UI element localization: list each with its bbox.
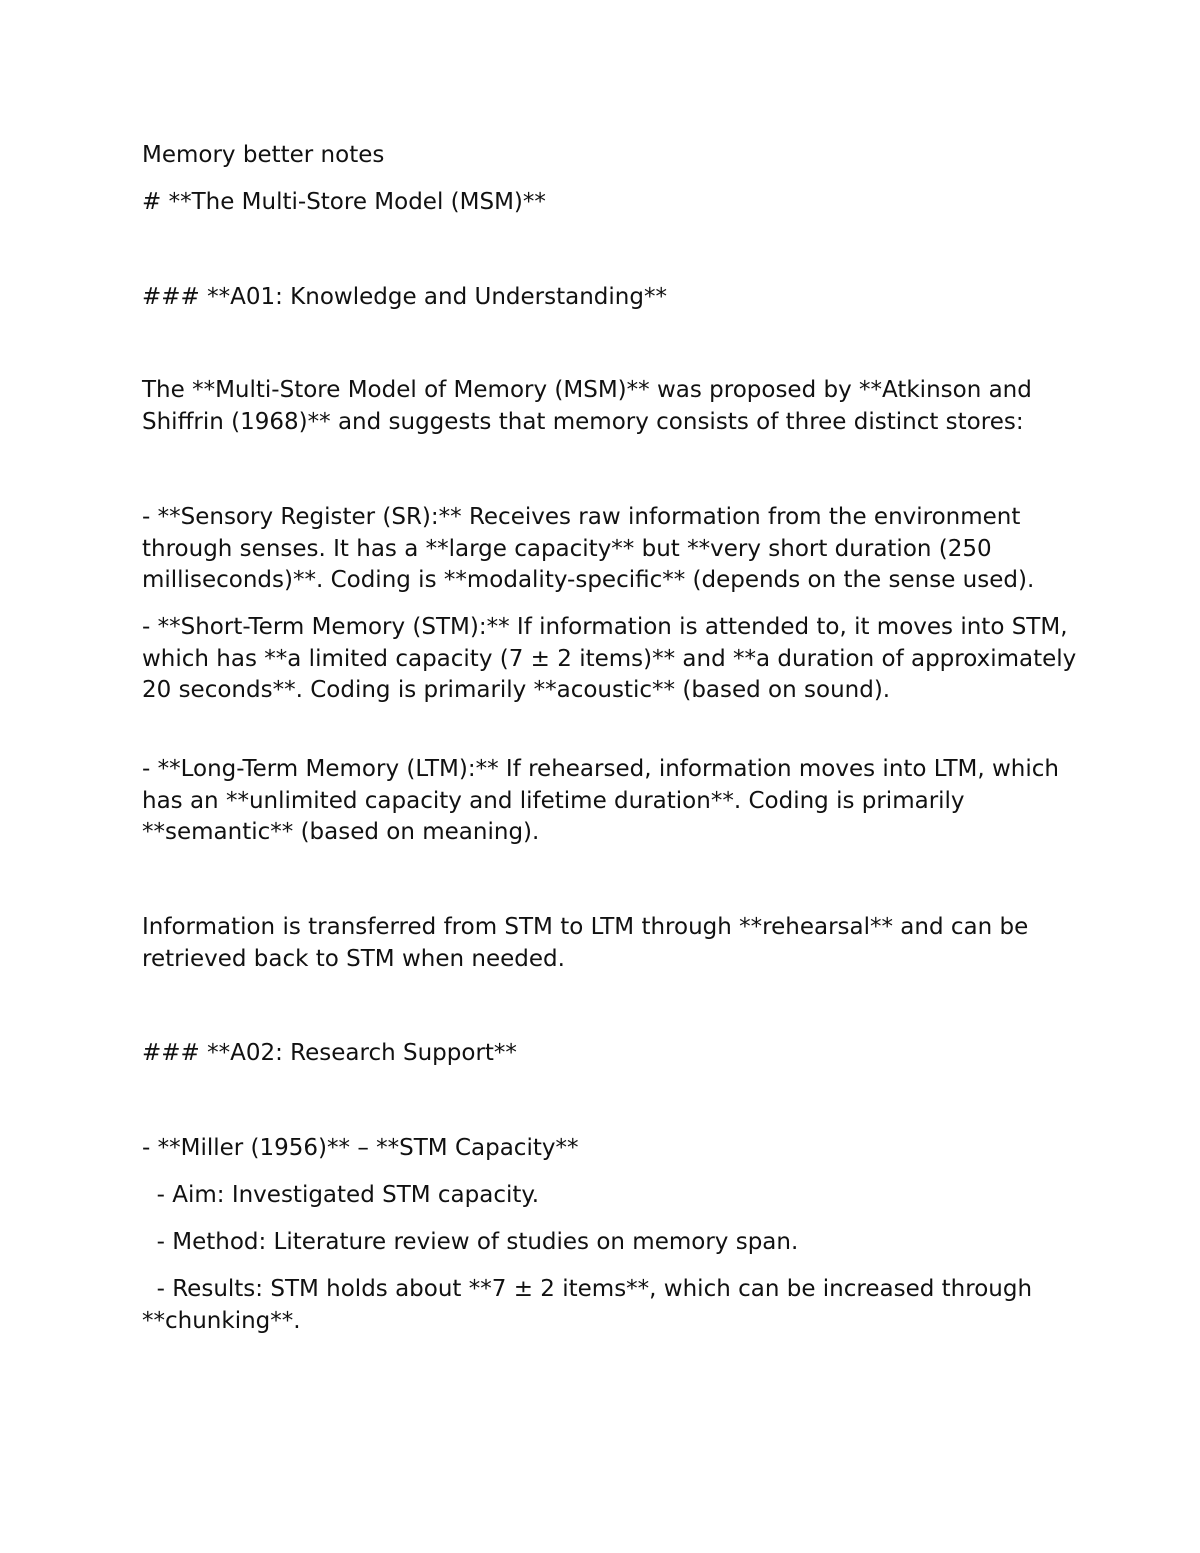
miller-aim: - Aim: Investigated STM capacity. (142, 1182, 540, 1208)
miller-method: - Method: Literature review of studies on memory span. (142, 1229, 799, 1255)
store-item-short-term-memory: - **Short-Term Memory (STM):** If information is attended to, it moves into STM, which has **a limited capacity (7 ± 2 items)** and **a duration of approximately 20 seconds**. Coding is primarily **acoustic** (based on sound). (142, 614, 1077, 703)
intro-paragraph: The **Multi-Store Model of Memory (MSM)** was proposed by **Atkinson and Shiffrin (1968)** and suggests that memory consists of three distinct stores: (142, 377, 1032, 435)
store-item-sensory-register: - **Sensory Register (SR):** Receives raw information from the environment through senses. It has a **large capacity** but **very short duration (250 milliseconds)**. Coding is **modality-specific** (depends on the sense used). (142, 504, 1035, 593)
miller-title: - **Miller (1956)** – **STM Capacity** (142, 1135, 579, 1161)
a02-heading: ### **A02: Research Support** (142, 1040, 517, 1066)
document-title: Memory better notes (142, 142, 385, 168)
miller-results: - Results: STM holds about **7 ± 2 items**, which can be increased through **chunking**. (142, 1276, 1040, 1334)
transfer-paragraph: Information is transferred from STM to LTM through **rehearsal** and can be retrieved back to STM when needed. (142, 914, 1029, 972)
msm-heading: # **The Multi-Store Model (MSM)** (142, 189, 546, 215)
a01-heading: ### **A01: Knowledge and Understanding** (142, 284, 667, 310)
store-item-long-term-memory: - **Long-Term Memory (LTM):** If rehearsed, information moves into LTM, which has an **unlimited capacity and lifetime duration**. Coding is primarily **semantic** (based on meaning). (142, 756, 1059, 845)
